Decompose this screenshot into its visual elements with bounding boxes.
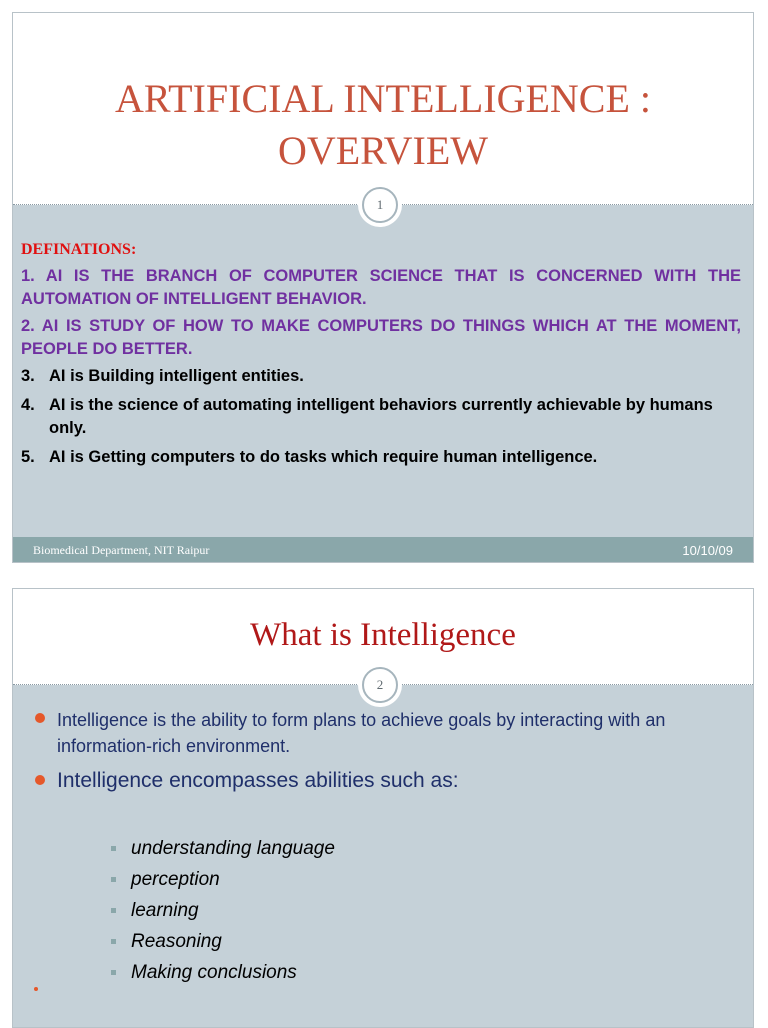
slide-2-title: What is Intelligence [250, 617, 516, 653]
slide-1-title-line1: ARTIFICIAL INTELLIGENCE : [114, 76, 651, 121]
list-item [109, 864, 335, 895]
slide-1-title [13, 73, 753, 177]
square-bullet-icon [111, 908, 116, 913]
slide-footer [13, 537, 753, 563]
definition-5-number: 5. [21, 448, 35, 466]
list-item [109, 926, 335, 957]
square-bullet-icon [111, 939, 116, 944]
definition-4-text: AI is the science of automating intelligent behaviors currently achievable by humans only. [49, 396, 713, 437]
definition-4-number: 4. [21, 396, 35, 414]
slide-number-badge: 2 [362, 667, 398, 703]
footer-department: Biomedical Department, NIT Raipur [33, 543, 210, 557]
list-item-text: Making conclusions [131, 962, 297, 983]
definition-3-text: AI is Building intelligent entities. [49, 367, 304, 385]
square-bullet-icon [111, 877, 116, 882]
slide-1 [12, 12, 754, 563]
bullet-dot-icon [35, 713, 45, 723]
footer-date: 10/10/09 [682, 543, 733, 558]
bullet-item [33, 707, 737, 759]
definitions-heading: DEFINATIONS: [21, 241, 137, 258]
definition-1: 1. AI IS THE BRANCH OF COMPUTER SCIENCE THAT IS CONCERNED WITH THE AUTOMATION OF INTELLIGENT BEHAVIOR. [21, 267, 741, 308]
definition-5 [21, 446, 741, 469]
slide-2 [12, 588, 754, 1028]
list-item [109, 833, 335, 864]
definition-2: 2. AI IS STUDY OF HOW TO MAKE COMPUTERS DO THINGS WHICH AT THE MOMENT, PEOPLE DO BETTER. [21, 317, 741, 358]
list-item-text: perception [131, 869, 220, 890]
intelligence-bullets [33, 707, 737, 803]
square-bullet-icon [111, 970, 116, 975]
square-bullet-icon [111, 846, 116, 851]
list-item [109, 895, 335, 926]
list-item [109, 957, 335, 988]
slide-number-badge: 1 [362, 187, 398, 223]
list-item-text: Reasoning [131, 931, 222, 952]
bullet-dot-icon [35, 775, 45, 785]
definition-3 [21, 365, 741, 388]
list-item-text: understanding language [131, 838, 335, 859]
definition-4 [21, 394, 741, 440]
definition-3-number: 3. [21, 367, 35, 385]
definition-5-text: AI is Getting computers to do tasks which require human intelligence. [49, 448, 598, 466]
abilities-list [109, 833, 335, 988]
slide-1-title-area [13, 13, 753, 205]
list-item-text: learning [131, 900, 199, 921]
bullet-text: Intelligence is the ability to form plans to achieve goals by interacting with an information-rich environment. [57, 710, 666, 756]
bullet-item [33, 767, 737, 795]
empty-bullet-dot-icon [34, 987, 38, 991]
slide-1-title-line2: OVERVIEW [277, 128, 489, 173]
bullet-text: Intelligence encompasses abilities such as: [57, 769, 459, 792]
definitions-block [21, 241, 741, 475]
